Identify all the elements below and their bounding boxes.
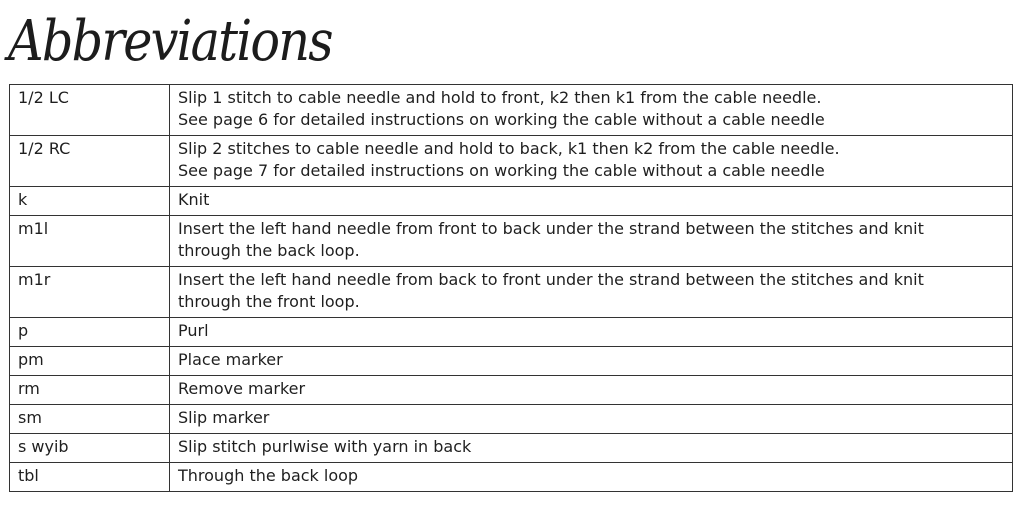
definition-line: Purl [178,321,209,340]
abbreviation-term: m1r [10,267,170,318]
table-row [10,187,1013,216]
definition-line: through the front loop. [178,292,360,311]
definition-line: See page 6 for detailed instructions on working the cable without a cable needle [178,110,825,129]
abbreviation-term: 1/2 RC [10,136,170,187]
abbreviation-definition [170,376,1013,405]
definition-line: Insert the left hand needle from back to front under the strand between the stitches and knit [178,270,924,289]
table-row [10,136,1013,187]
table-row [10,434,1013,463]
abbreviation-term: rm [10,376,170,405]
definition-line: Slip stitch purlwise with yarn in back [178,437,472,456]
definition-line: Slip 2 stitches to cable needle and hold to back, k1 then k2 from the cable needle. [178,139,840,158]
abbreviation-definition [170,463,1013,492]
definition-line: Slip marker [178,408,270,427]
table-row [10,216,1013,267]
abbreviation-term: m1l [10,216,170,267]
definition-line: through the back loop. [178,241,360,260]
table-row [10,376,1013,405]
definition-line: Remove marker [178,379,306,398]
definition-line: Through the back loop [178,466,359,485]
page-title: Abbreviations [8,9,332,74]
abbreviation-term: s wyib [10,434,170,463]
abbreviation-definition [170,216,1013,267]
table-row [10,267,1013,318]
abbreviation-definition [170,434,1013,463]
table-row [10,463,1013,492]
abbreviation-definition [170,267,1013,318]
definition-line: Slip 1 stitch to cable needle and hold to front, k2 then k1 from the cable needle. [178,88,822,107]
abbreviation-term: pm [10,347,170,376]
abbreviation-term: k [10,187,170,216]
table-row [10,318,1013,347]
abbreviation-term: 1/2 LC [10,85,170,136]
definition-line: Knit [178,190,210,209]
abbreviation-term: sm [10,405,170,434]
abbreviation-definition [170,347,1013,376]
abbreviation-definition [170,136,1013,187]
table-row [10,85,1013,136]
definition-line: Place marker [178,350,283,369]
table-row [10,347,1013,376]
abbreviations-table [9,84,1013,492]
abbreviation-definition [170,405,1013,434]
abbreviation-term: tbl [10,463,170,492]
abbreviation-term: p [10,318,170,347]
table-row [10,405,1013,434]
definition-line: Insert the left hand needle from front to back under the strand between the stitches and knit [178,219,924,238]
abbreviation-definition [170,85,1013,136]
definition-line: See page 7 for detailed instructions on working the cable without a cable needle [178,161,825,180]
abbreviation-definition [170,187,1013,216]
abbreviation-definition [170,318,1013,347]
